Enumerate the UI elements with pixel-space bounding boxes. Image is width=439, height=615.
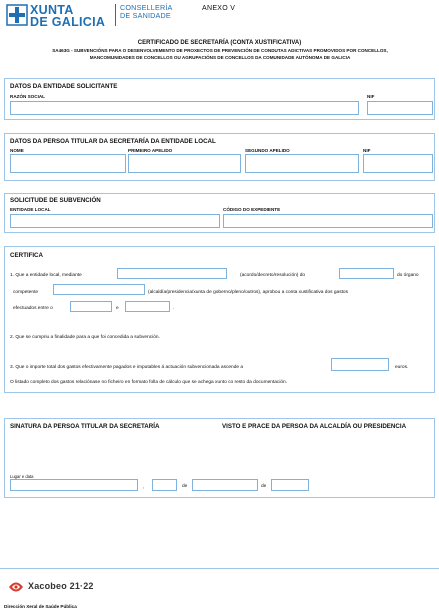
section-certify-title: CERTIFICA [10,252,43,259]
nome-label: NOME [10,148,24,153]
section-person [4,133,435,181]
p1-text-d: competente [13,290,39,295]
logo-line-1: XUNTA [30,3,74,17]
p1-text-h: . [173,306,175,311]
logo-separator [115,4,116,26]
section-signature [4,418,435,498]
codigo-expediente-label: CÓDIGO DO EXPEDIENTE [223,207,281,212]
conselleria-name [120,4,173,20]
year-input[interactable] [271,479,309,491]
document-subtitle [10,48,430,61]
segundo-apelido-input[interactable] [245,154,359,173]
xacobeo-logo-icon [8,580,24,594]
footer-separator [0,568,439,569]
section-entity-title: DATOS DA ENTIDADE SOLICITANTE [10,83,118,90]
segundo-apelido-label: SEGUNDO APELIDO [245,148,290,153]
organ-input[interactable] [53,284,145,295]
primeiro-apelido-input[interactable] [128,154,241,173]
p2-text: 2. Que se cumpriu a finalidade para a que foi concedida a subvención. [10,335,160,340]
entity-nif-input[interactable] [367,101,433,115]
section-request [4,193,435,233]
annex-label: ANEXO V [202,5,236,12]
secretary-signature-title: SINATURA DA PERSOA TITULAR DA SECRETARÍA [10,423,160,430]
mayor-approval-title: VISTO E PRACE DA PERSOA DA ALCALDÍA OU PRESIDENCIA [222,423,407,430]
p1-text-e: (alcaldía/presidencia/xunta de goberno/pleno/outros), aprobou a conta xustificativa dos gastos [148,290,348,295]
p1-text-f: efectuados entre o [13,306,53,311]
p1-text-b: (acordo/decreto/resolución) do [240,273,306,278]
section-request-title: SOLICITUDE DE SUBVENCIÓN [10,197,101,204]
section-person-title: DATOS DA PERSOA TITULAR DA SECRETARÍA DA ENTIDADE LOCAL [10,138,216,145]
p1-text-c: do órgano [397,273,419,278]
subtitle-line-1: SA463G - SUBVENCIÓNS PARA O DESENVOLVEMENTO DE PROXECTOS DE PREVENCIÓN DE CONDUTAS ADICTIVAS PROMOVIDOS POR CONCELLOS, [52,48,388,53]
agreement-input[interactable] [117,268,227,279]
section-certify [4,246,435,393]
subtitle-line-2: MANCOMUNIDADES DE CONCELLOS OU AGRUPACIÓNS DE CONCELLOS DA COMUNIDADE AUTÓNOMA DE GALICIA [89,54,351,60]
agreement-date-input[interactable] [339,268,394,279]
document-title: CERTIFICADO DE SECRETARÍA (CONTA XUSTIFICATIVA) [137,40,302,46]
entidade-local-label: ENTIDADE LOCAL [10,207,51,212]
section-entity [4,78,435,120]
person-nif-input[interactable] [363,154,433,173]
person-nif-label: NIF [363,148,371,153]
p3-text-a: 3. Que o importe total dos gastos efectivamente pagados e imputables á actuación subvencionada ascende a [10,365,244,370]
entity-nif-label: NIF [367,94,375,99]
de-label-2: de [261,484,267,489]
month-input[interactable] [192,479,258,491]
razon-social-label: RAZÓN SOCIAL [10,94,45,99]
primeiro-apelido-label: PRIMEIRO APELIDO [128,148,173,153]
xunta-cross-logo-icon [6,4,28,26]
total-amount-input[interactable] [331,358,389,371]
logo-line-2: DE GALICIA [30,15,106,29]
codigo-expediente-input[interactable] [223,214,433,228]
razon-social-input[interactable] [10,101,359,115]
start-date-input[interactable] [70,301,112,312]
xunta-logo-text [30,4,105,28]
conselleria-line-1: CONSELLERÍA [120,3,173,12]
conselleria-line-2: DE SANIDADE [120,11,171,20]
place-date-label: Lugar e data [10,474,34,479]
p1-text-g: e [116,306,119,311]
p1-text-a: 1. Que a entidade local, mediante [10,273,82,278]
de-label-1: de [182,484,188,489]
xacobeo-brand: Xacobeo 21·22 [28,581,94,591]
p4-text: O listado completo dos gastos relaciónase no ficheiro en formato folla de cálculo que se achega xunto co resto da documentación. [10,380,288,385]
p3-text-b: euros. [395,365,409,370]
day-input[interactable] [152,479,177,491]
nome-input[interactable] [10,154,126,173]
entidade-local-input[interactable] [10,214,220,228]
division-name: Dirección Xeral de Saúde Pública [4,604,77,609]
comma-separator: , [143,485,145,490]
end-date-input[interactable] [125,301,170,312]
place-input[interactable] [10,479,138,491]
